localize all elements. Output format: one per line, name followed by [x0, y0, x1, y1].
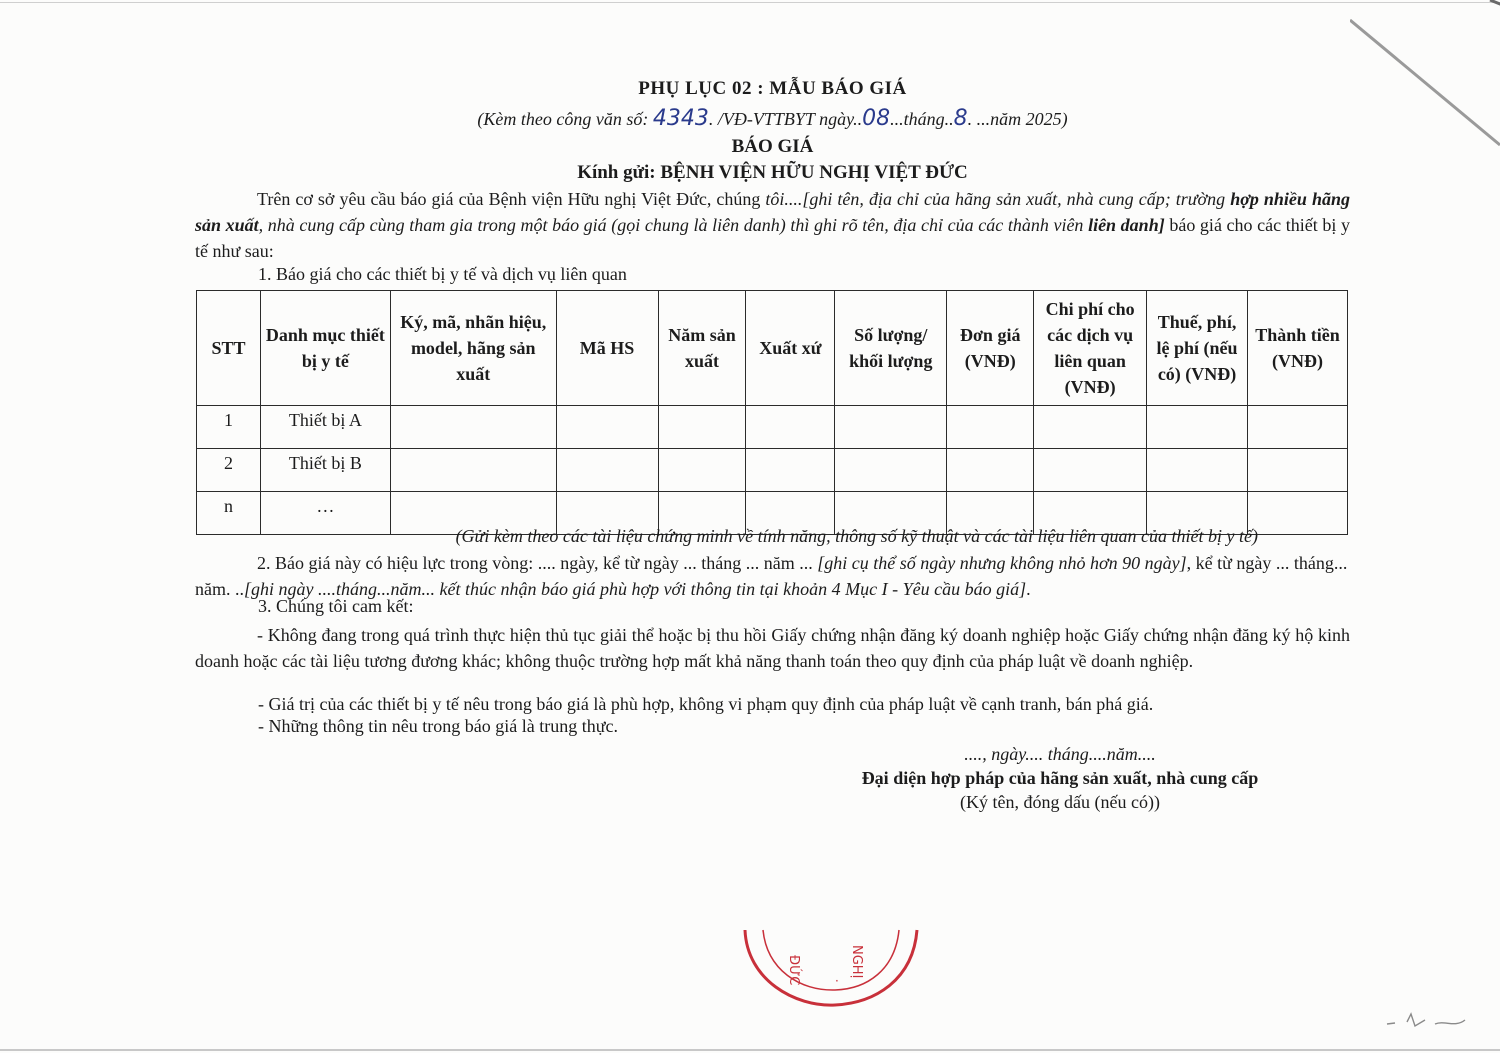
intro-instruction-3: , nhà cung cấp cùng tham gia trong một báo giá (gọi chung là liên danh) thì ghi rõ tên, địa chỉ của các thành viên [258, 215, 1089, 235]
cell-stt: n [197, 492, 261, 535]
cell-empty [835, 449, 947, 492]
handwritten-scribble [1385, 1010, 1475, 1032]
col-header-hs-code: Mã HS [556, 291, 658, 406]
col-header-quantity: Số lượng/ khối lượng [835, 291, 947, 406]
cell-empty [1248, 406, 1348, 449]
cell-item: Thiết bị A [260, 406, 390, 449]
commitment-3: - Những thông tin nêu trong báo giá là trung thực. [258, 716, 618, 736]
commitment-1: - Không đang trong quá trình thực hiện thủ tục giải thể hoặc bị thu hồi Giấy chứng nhận đăng ký doanh nghiệp hoặc Giấy chứng nhận đăng ký hộ kinh doanh hoặc các tài liệu tương đương khác; không thuộc trường hợp mất khả năng thanh toán theo quy định của pháp luật về doanh nghiệp. [195, 625, 1350, 671]
col-header-stt: STT [197, 291, 261, 406]
cell-empty [556, 406, 658, 449]
reference-prefix: (Kèm theo công văn số: [477, 109, 649, 129]
cell-empty [1147, 449, 1248, 492]
handwritten-day: 08 [862, 106, 891, 131]
intro-paragraph [195, 186, 1350, 264]
svg-text:ĐỨC: ĐỨC [786, 955, 801, 986]
validity-end: . [1026, 579, 1031, 599]
cell-empty [1034, 406, 1147, 449]
col-header-year: Năm sản xuất [658, 291, 746, 406]
signature-role: Đại diện hợp pháp của hãng sản xuất, nhà cung cấp [861, 768, 1259, 788]
col-header-service-cost: Chi phí cho các dịch vụ liên quan (VNĐ) [1034, 291, 1147, 406]
cell-item: … [260, 492, 390, 535]
cell-stt: 1 [197, 406, 261, 449]
section-1-heading: 1. Báo giá cho các thiết bị y tế và dịch vụ liên quan [258, 264, 627, 284]
intro-text: Trên cơ sở yêu cầu báo giá của Bệnh viện Hữu nghị Việt Đức, chúng [257, 189, 766, 209]
table-row [197, 406, 1348, 449]
scan-edge-bottom [0, 1049, 1500, 1051]
reference-mid-2: ...tháng.. [890, 109, 954, 129]
table-row [197, 449, 1348, 492]
cell-empty [1248, 449, 1348, 492]
section-3-heading: 3. Chúng tôi cam kết: [258, 596, 414, 616]
section-2-paragraph [195, 550, 1350, 602]
cell-empty [658, 406, 746, 449]
reference-end: . ...năm 2025) [967, 109, 1068, 129]
handwritten-doc-number: 4343 [652, 106, 709, 131]
quotation-table [196, 290, 1348, 535]
reference-mid-1: . /VĐ-VTTBYT ngày.. [708, 109, 863, 129]
cell-empty [390, 449, 556, 492]
intro-instruction-2: hợp nhiều hãng sản xuất [195, 189, 1350, 235]
validity-text: 2. Báo giá này có hiệu lực trong vòng: .... ngày, kể từ ngày ... tháng ... năm ... [257, 553, 818, 573]
recipient-line: Kính gửi: BỆNH VIỆN HỮU NGHỊ VIỆT ĐỨC [577, 162, 968, 183]
document-title: BÁO GIÁ [731, 136, 814, 157]
red-seal-stamp [735, 925, 925, 1010]
scan-corner-mark [1350, 0, 1500, 150]
col-header-unit-price: Đơn giá (VNĐ) [947, 291, 1034, 406]
col-header-item: Danh mục thiết bị y tế [260, 291, 390, 406]
table-header-row [197, 291, 1348, 406]
col-header-tax: Thuế, phí, lệ phí (nếu có) (VNĐ) [1147, 291, 1248, 406]
validity-instruction-1: [ghi cụ thể số ngày nhưng không nhỏ hơn 90 ngày] [817, 553, 1187, 573]
cell-stt: 2 [197, 449, 261, 492]
cell-empty [947, 449, 1034, 492]
cell-empty [746, 406, 835, 449]
signature-date-line: ...., ngày.... tháng....năm.... [964, 744, 1156, 764]
cell-empty [658, 449, 746, 492]
col-header-total: Thành tiền (VNĐ) [1248, 291, 1348, 406]
cell-empty [390, 406, 556, 449]
reference-line [195, 106, 1350, 131]
scan-edge-top [0, 2, 1500, 3]
svg-text:NGHỊ: NGHỊ [849, 945, 864, 979]
intro-end: báo giá cho các thiết bị y tế như sau: [195, 215, 1350, 261]
handwritten-month: 8 [953, 106, 968, 131]
cell-empty [947, 406, 1034, 449]
cell-empty [835, 406, 947, 449]
cell-empty [746, 449, 835, 492]
table-note: (Gửi kèm theo các tài liệu chứng minh về tính năng, thông số kỹ thuật và các tài liệu liên quan của thiết bị y tế) [455, 526, 1258, 546]
commitment-2: - Giá trị của các thiết bị y tế nêu trong báo giá là phù hợp, không vi phạm quy định của pháp luật về cạnh tranh, bán phá giá. [258, 694, 1154, 714]
cell-empty [556, 449, 658, 492]
validity-text-2: , kể từ ngày ... tháng... năm. .. [195, 553, 1348, 599]
svg-text:·: · [835, 974, 839, 988]
cell-item: Thiết bị B [260, 449, 390, 492]
intro-instruction-1: tôi....[ghi tên, địa chỉ của hãng sản xuất, nhà cung cấp; trường [765, 189, 1231, 209]
cell-empty [1034, 449, 1147, 492]
cell-empty [1147, 406, 1248, 449]
signature-note: (Ký tên, đóng dấu (nếu có)) [960, 792, 1160, 812]
intro-instruction-4: liên danh] [1088, 215, 1165, 235]
col-header-origin: Xuất xứ [746, 291, 835, 406]
col-header-model: Ký, mã, nhãn hiệu, model, hãng sản xuất [390, 291, 556, 406]
appendix-title: PHỤ LỤC 02 : MẪU BÁO GIÁ [638, 78, 907, 99]
validity-instruction-2: [ghi ngày ....tháng...năm... kết thúc nhận báo giá phù hợp với thông tin tại khoản 4 Mục I - Yêu cầu báo giá] [244, 579, 1027, 599]
